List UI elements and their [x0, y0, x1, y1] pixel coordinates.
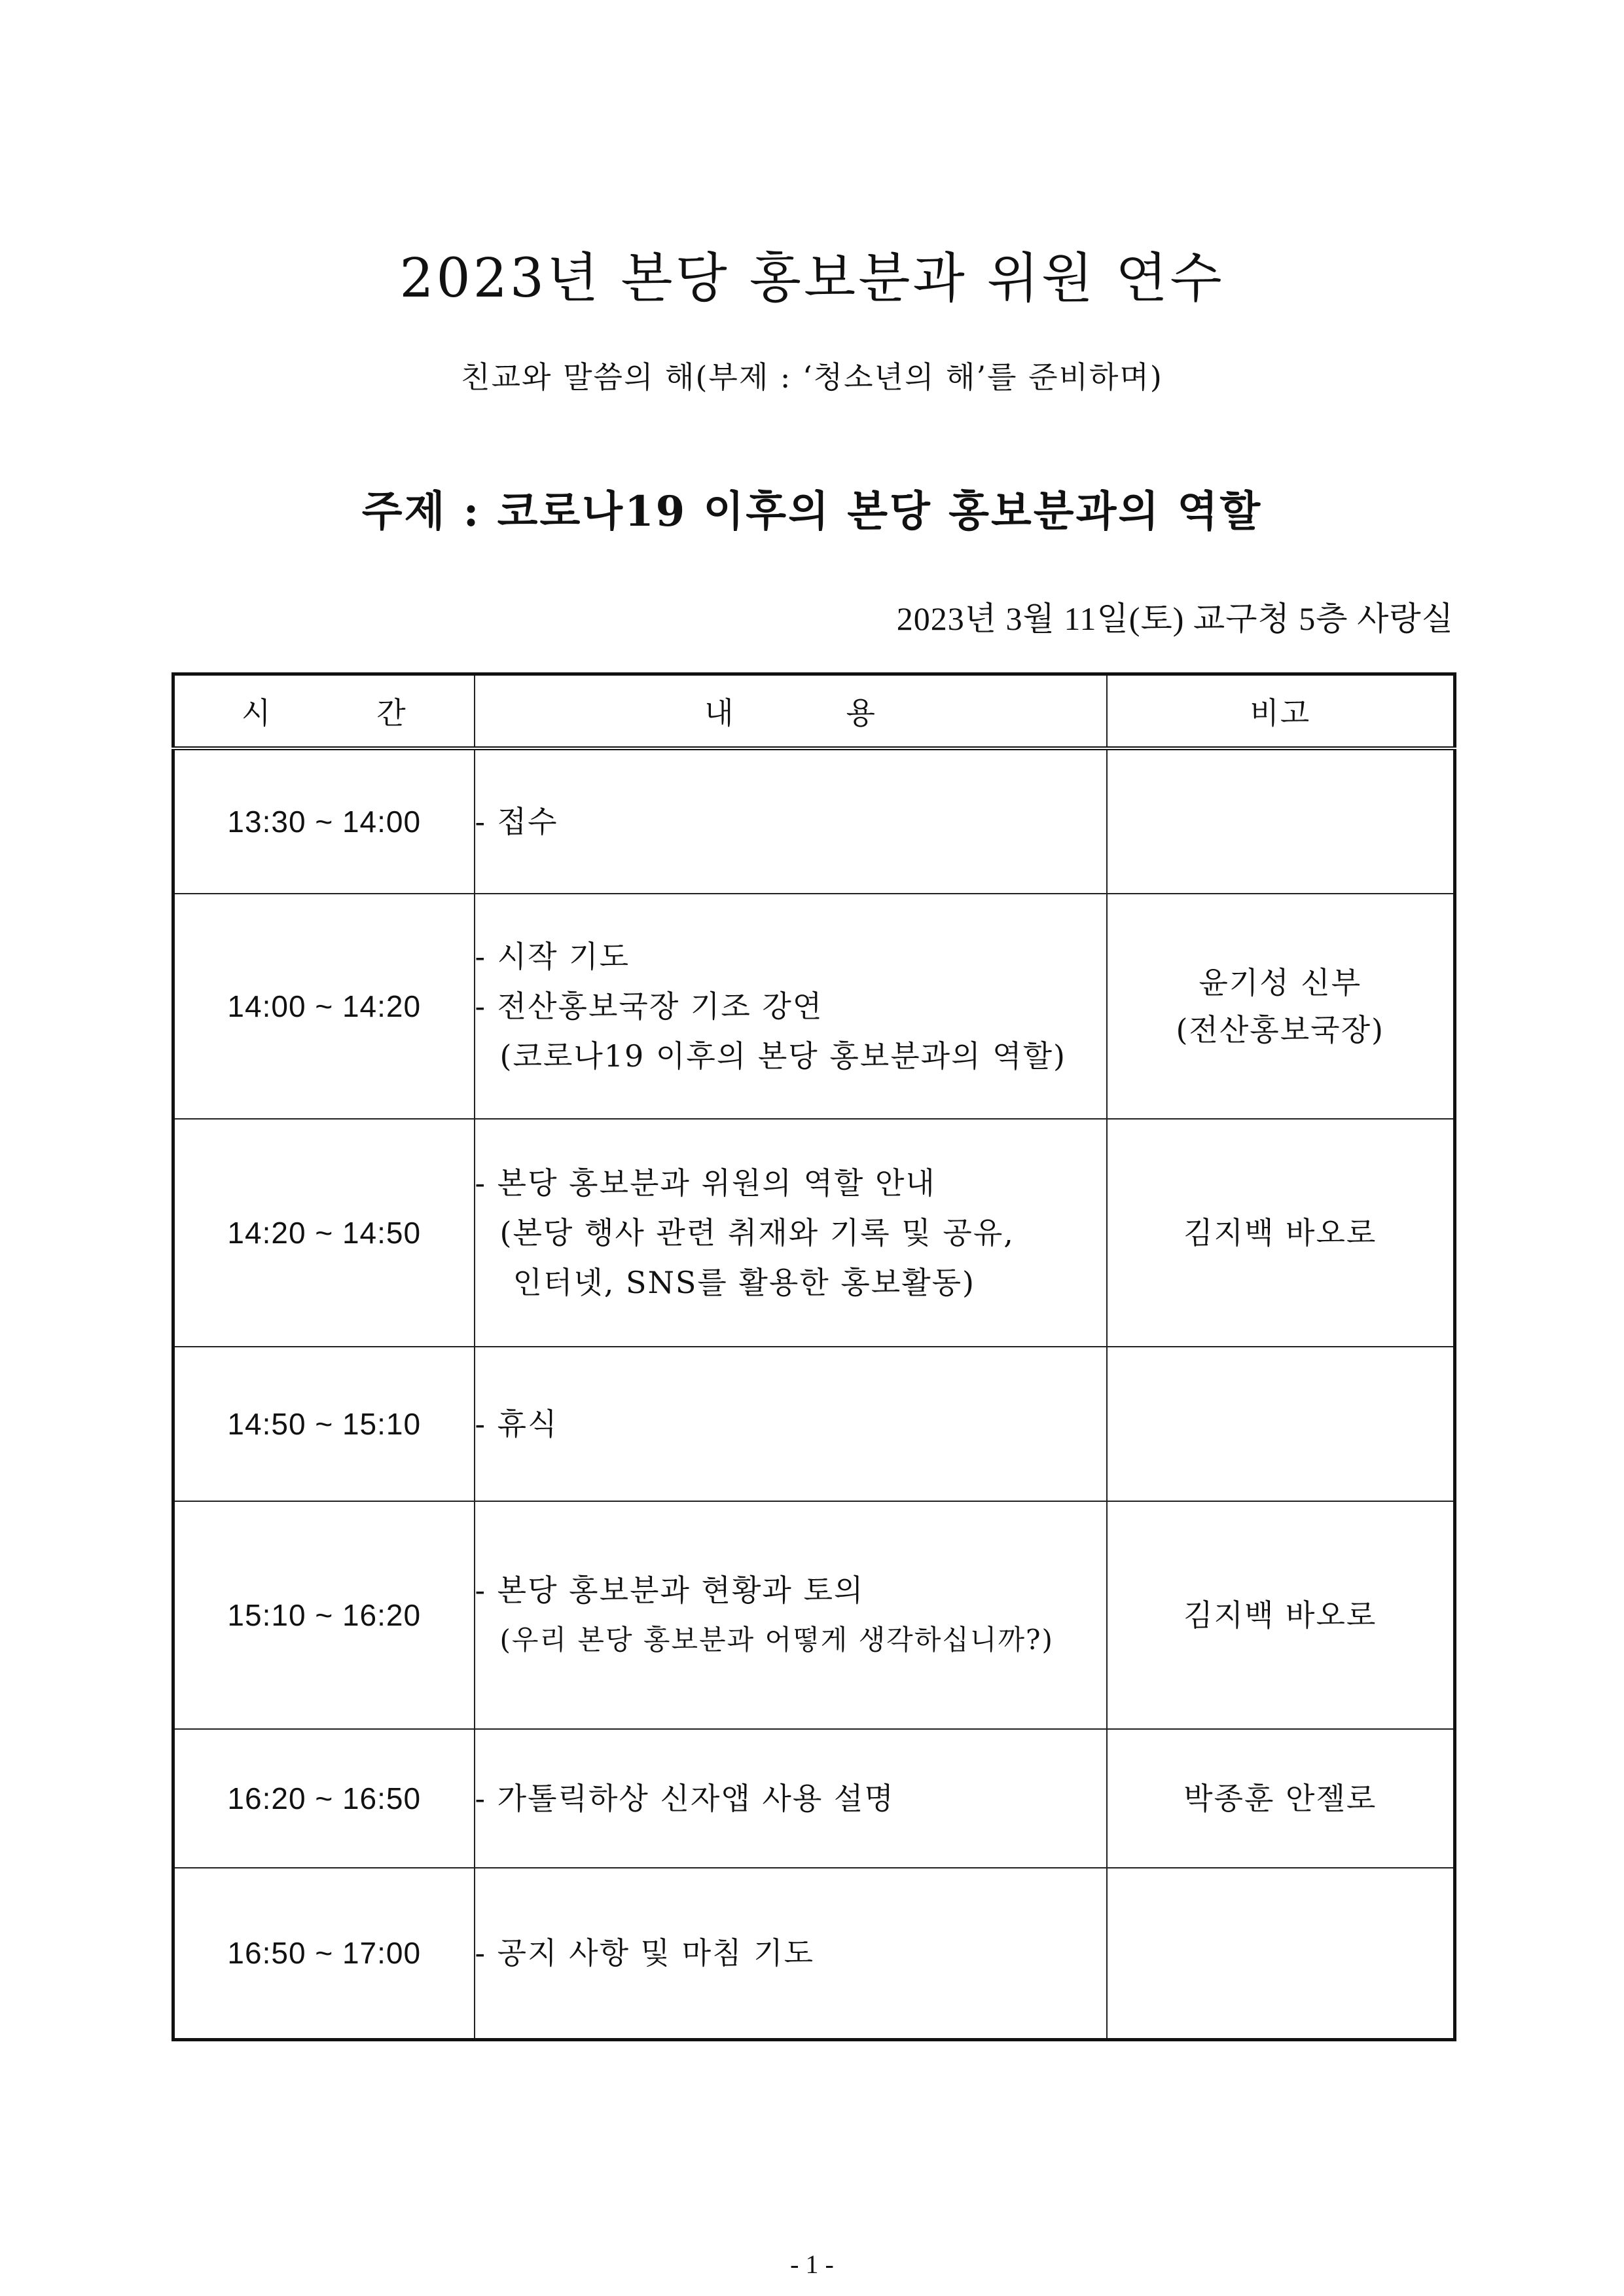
note-cell [1107, 1119, 1455, 1347]
note-cell [1107, 1868, 1455, 2039]
content-line: - 휴식 [475, 1406, 558, 1442]
table-row [173, 1347, 1455, 1501]
column-header-content [475, 674, 1107, 749]
time-cell: 14:50 ~ 15:10 [173, 1347, 475, 1501]
content-cell [475, 1347, 1107, 1501]
document-subtitle: 친교와 말씀의 해(부제 : ‘청소년의 해’를 준비하며) [461, 359, 1163, 395]
content-line: - 전산홍보국장 기조 강연 [475, 989, 823, 1024]
content-line: - 공지 사항 및 마침 기도 [475, 1935, 815, 1971]
note-cell [1107, 1347, 1455, 1501]
page-number: - 1 - [790, 2250, 834, 2279]
time-cell: 13:30 ~ 14:00 [173, 748, 475, 894]
content-line: (본당 행사 관련 취재와 기록 및 공유, [499, 1215, 1015, 1250]
content-line: - 본당 홍보분과 현황과 토의 [475, 1573, 865, 1608]
table-row [173, 748, 1455, 894]
note-line: 윤기성 신부 [1199, 965, 1362, 1000]
content-cell [475, 1119, 1107, 1347]
note-cell [1107, 1729, 1455, 1868]
time-cell: 14:20 ~ 14:50 [173, 1119, 475, 1347]
note-line: 박종훈 안젤로 [1183, 1781, 1377, 1816]
note-line: 김지백 바오로 [1183, 1215, 1377, 1250]
column-header-content-part2: 용 [846, 695, 876, 731]
document-title: 2023년 본당 홍보분과 위원 연수 [399, 247, 1225, 310]
table-row [173, 1119, 1455, 1347]
note-cell [1107, 894, 1455, 1119]
table-row [173, 1501, 1455, 1729]
note-line: (전산홍보국장) [1176, 1012, 1384, 1048]
content-cell [475, 894, 1107, 1119]
note-line: 김지백 바오로 [1183, 1597, 1377, 1633]
time-cell: 14:00 ~ 14:20 [173, 894, 475, 1119]
note-cell [1107, 748, 1455, 894]
content-line: 인터넷, SNS를 활용한 홍보활동) [513, 1265, 976, 1300]
date-venue: 2023년 3월 11일(토) 교구청 5층 사랑실 [896, 600, 1454, 637]
content-cell [475, 748, 1107, 894]
time-cell: 16:50 ~ 17:00 [173, 1868, 475, 2039]
theme-heading: 주제 : 코로나19 이후의 본당 홍보분과의 역할 [361, 487, 1263, 536]
content-line: - 가톨릭하상 신자앱 사용 설명 [475, 1781, 895, 1816]
schedule-table [171, 672, 1456, 2041]
column-header-time [173, 674, 475, 749]
time-cell: 15:10 ~ 16:20 [173, 1501, 475, 1729]
table-header-row [173, 674, 1455, 749]
column-header-time-part2: 간 [376, 695, 407, 731]
table-row [173, 894, 1455, 1119]
table-row [173, 1729, 1455, 1868]
content-line: - 본당 홍보분과 위원의 역할 안내 [475, 1165, 936, 1201]
column-header-note: 비고 [1107, 674, 1455, 749]
note-cell [1107, 1501, 1455, 1729]
column-header-content-part1: 내 [704, 695, 735, 731]
time-cell: 16:20 ~ 16:50 [173, 1729, 475, 1868]
content-line: - 시작 기도 [475, 939, 630, 974]
content-cell [475, 1729, 1107, 1868]
content-line: (우리 본당 홍보분과 어떻게 생각하십니까?) [499, 1624, 1054, 1656]
content-cell [475, 1868, 1107, 2039]
table-row [173, 1868, 1455, 2039]
content-cell [475, 1501, 1107, 1729]
content-line: - 접수 [475, 804, 558, 839]
column-header-time-part1: 시 [241, 695, 272, 731]
content-line: (코로나19 이후의 본당 홍보분과의 역할) [499, 1038, 1066, 1074]
